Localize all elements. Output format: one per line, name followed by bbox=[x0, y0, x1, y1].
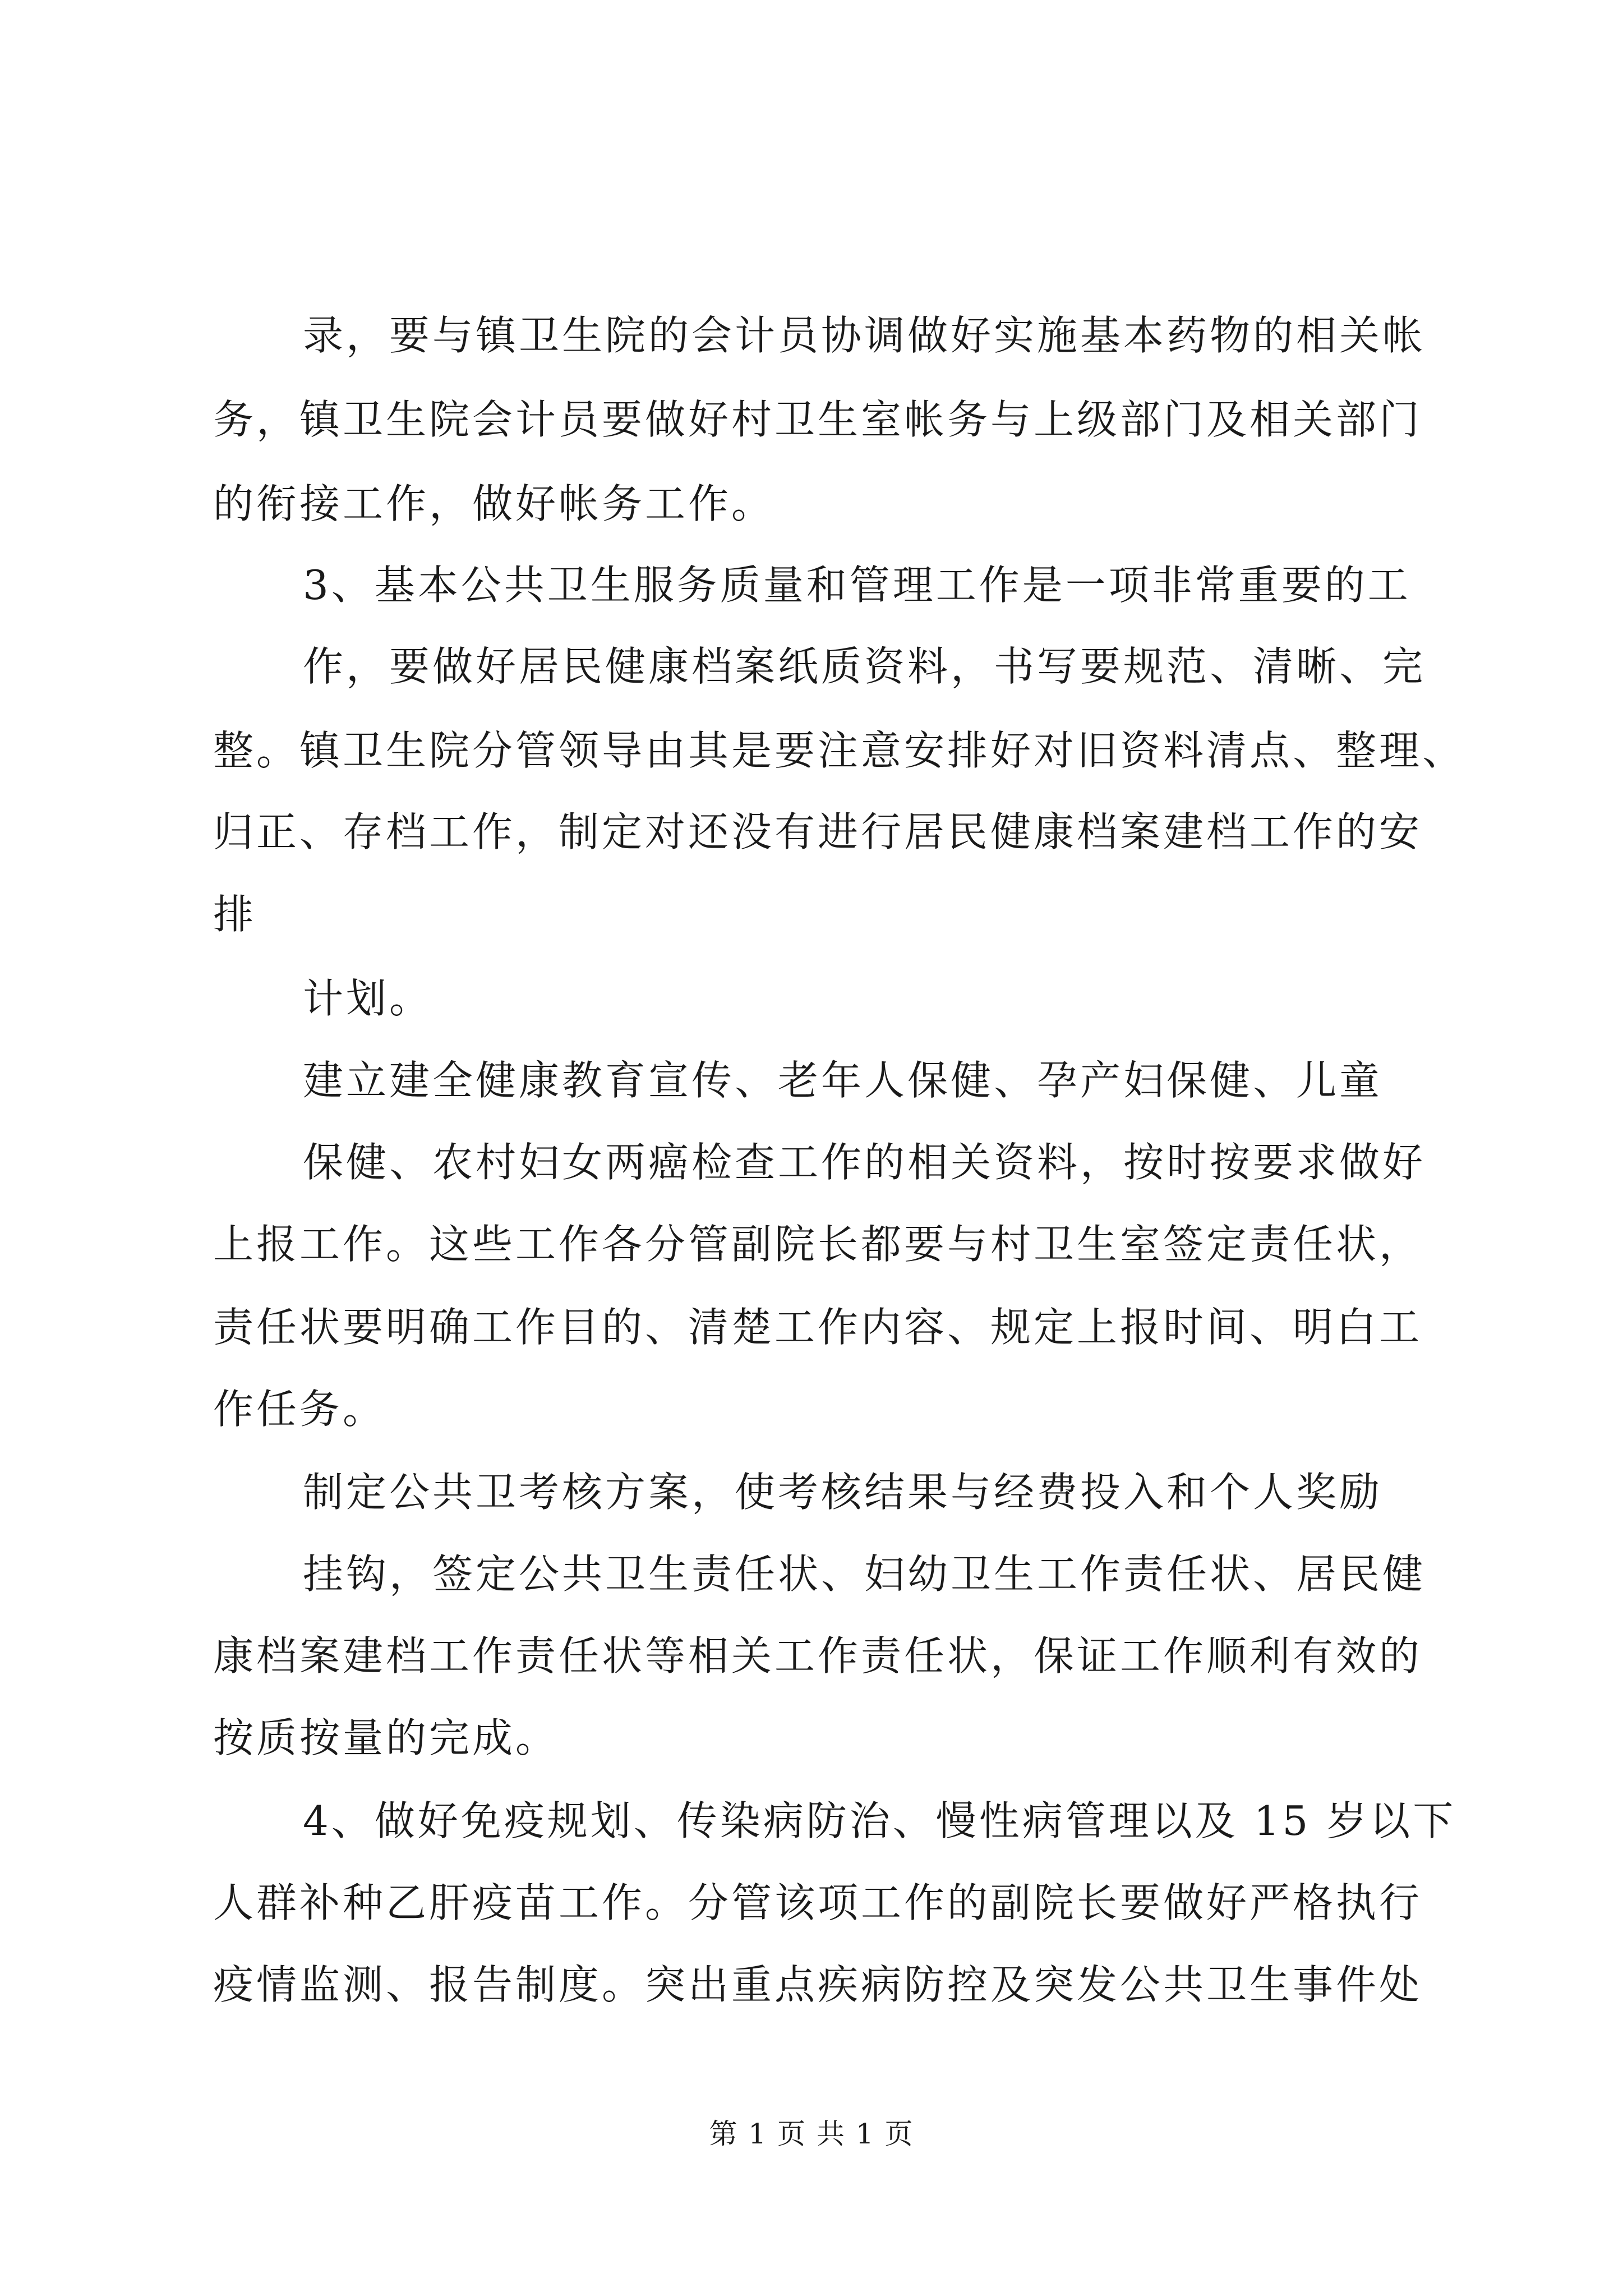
text-line: 上报工作。这些工作各分管副院长都要与村卫生室签定责任状， bbox=[213, 1221, 1423, 1268]
text-line: 录，要与镇卫生院的会计员协调做好实施基本药物的相关帐 bbox=[303, 312, 1426, 359]
text-line: 康档案建档工作责任状等相关工作责任状，保证工作顺利有效的 bbox=[213, 1632, 1423, 1680]
text-line: 计划。 bbox=[303, 975, 433, 1022]
text-line: 保健、农村妇女两癌检查工作的相关资料，按时按要求做好 bbox=[303, 1139, 1426, 1186]
text-line: 排 bbox=[213, 891, 257, 938]
page-number-footer: 第 1 页 共 1 页 bbox=[709, 2118, 914, 2150]
text-line: 挂钩，签定公共卫生责任状、妇幼卫生工作责任状、居民健 bbox=[303, 1550, 1426, 1598]
text-line: 疫情监测、报告制度。突出重点疾病防控及突发公共卫生事件处 bbox=[213, 1961, 1423, 2008]
text-line: 整。镇卫生院分管领导由其是要注意安排好对旧资料清点、整理、 bbox=[213, 727, 1466, 774]
text-line: 务，镇卫生院会计员要做好村卫生室帐务与上级部门及相关部门 bbox=[213, 396, 1423, 443]
text-line: 4、做好免疫规划、传染病防治、慢性病管理以及 15 岁以下 bbox=[303, 1797, 1456, 1844]
text-line: 责任状要明确工作目的、清楚工作内容、规定上报时间、明白工 bbox=[213, 1304, 1423, 1351]
text-line: 3、基本公共卫生服务质量和管理工作是一项非常重要的工 bbox=[303, 562, 1411, 609]
text-line: 人群补种乙肝疫苗工作。分管该项工作的副院长要做好严格执行 bbox=[213, 1879, 1423, 1926]
text-line: 归正、存档工作，制定对还没有进行居民健康档案建档工作的安 bbox=[213, 808, 1423, 855]
text-line: 作，要做好居民健康档案纸质资料，书写要规范、清晰、完 bbox=[303, 643, 1426, 690]
text-line: 作任务。 bbox=[213, 1386, 386, 1433]
text-line: 制定公共卫考核方案，使考核结果与经费投入和个人奖励 bbox=[303, 1469, 1383, 1516]
text-line: 建立建全健康教育宣传、老年人保健、孕产妇保健、儿童 bbox=[303, 1057, 1383, 1104]
text-line: 按质按量的完成。 bbox=[213, 1714, 559, 1761]
text-line: 的衔接工作，做好帐务工作。 bbox=[213, 480, 775, 527]
